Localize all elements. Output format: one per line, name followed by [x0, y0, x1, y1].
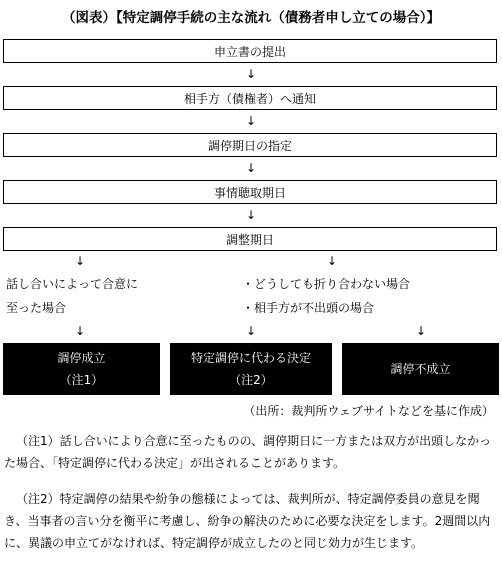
arrow-down-icon: ↓ — [326, 254, 338, 268]
result-failure — [342, 343, 499, 395]
arrow-down-icon: ↓ — [245, 67, 257, 81]
branch-no-appearance: ・相手方が不出頭の場合 — [242, 301, 375, 315]
diagram-title: （図表）【特定調停手続の主な流れ（債務者申し立ての場合）】 — [62, 10, 440, 26]
step-adjustment-date: 調整期日 — [3, 227, 497, 251]
result-settlement — [3, 343, 160, 395]
branch-disagreement: ・どうしても折り合わない場合 — [242, 277, 411, 291]
step-hearing-date: 事情聴取期日 — [3, 180, 497, 204]
branch-agreement-line1: 話し合いによって合意に — [6, 277, 139, 291]
arrow-down-icon: ↓ — [415, 324, 427, 338]
step-schedule-date: 調停期日の指定 — [3, 133, 497, 157]
result-settlement-note: （注1） — [59, 373, 104, 387]
arrow-down-icon: ↓ — [74, 254, 86, 268]
result-substitute-decision-label: 特定調停に代わる決定 — [190, 351, 311, 365]
result-substitute-decision-note: （注2） — [229, 373, 273, 387]
step-notify-creditor: 相手方（債権者）へ通知 — [3, 86, 497, 110]
result-settlement-label: 調停成立 — [57, 351, 106, 365]
arrow-down-icon: ↓ — [245, 208, 257, 222]
step-application: 申立書の提出 — [3, 39, 497, 63]
branch-agreement-line2: 至った場合 — [6, 301, 67, 315]
footnote-1: （注1）話し合いにより合意に至ったものの、調停期日に一方または双方が出頭しなかった場合、「特定調停に代わる決定」が出されることがあります。 — [4, 434, 492, 470]
arrow-down-icon: ↓ — [245, 324, 257, 338]
result-failure-label: 調停不成立 — [390, 362, 451, 376]
source-note: （出所：裁判所ウェブサイトなどを基に作成） — [243, 404, 494, 418]
result-substitute-decision — [170, 343, 332, 395]
arrow-down-icon: ↓ — [74, 324, 86, 338]
footnote-2: （注2）特定調停の結果や紛争の態様によっては、裁判所が、特定調停委員の意見を聞き、当事者の言い分を衡平に考慮し、紛争の解決のために必要な決定をします。2週間以内に、異議の申立てがなければ、特定調停が成立したのと同じ効力が生じます。 — [4, 492, 491, 550]
arrow-down-icon: ↓ — [245, 114, 257, 128]
arrow-down-icon: ↓ — [245, 161, 257, 175]
